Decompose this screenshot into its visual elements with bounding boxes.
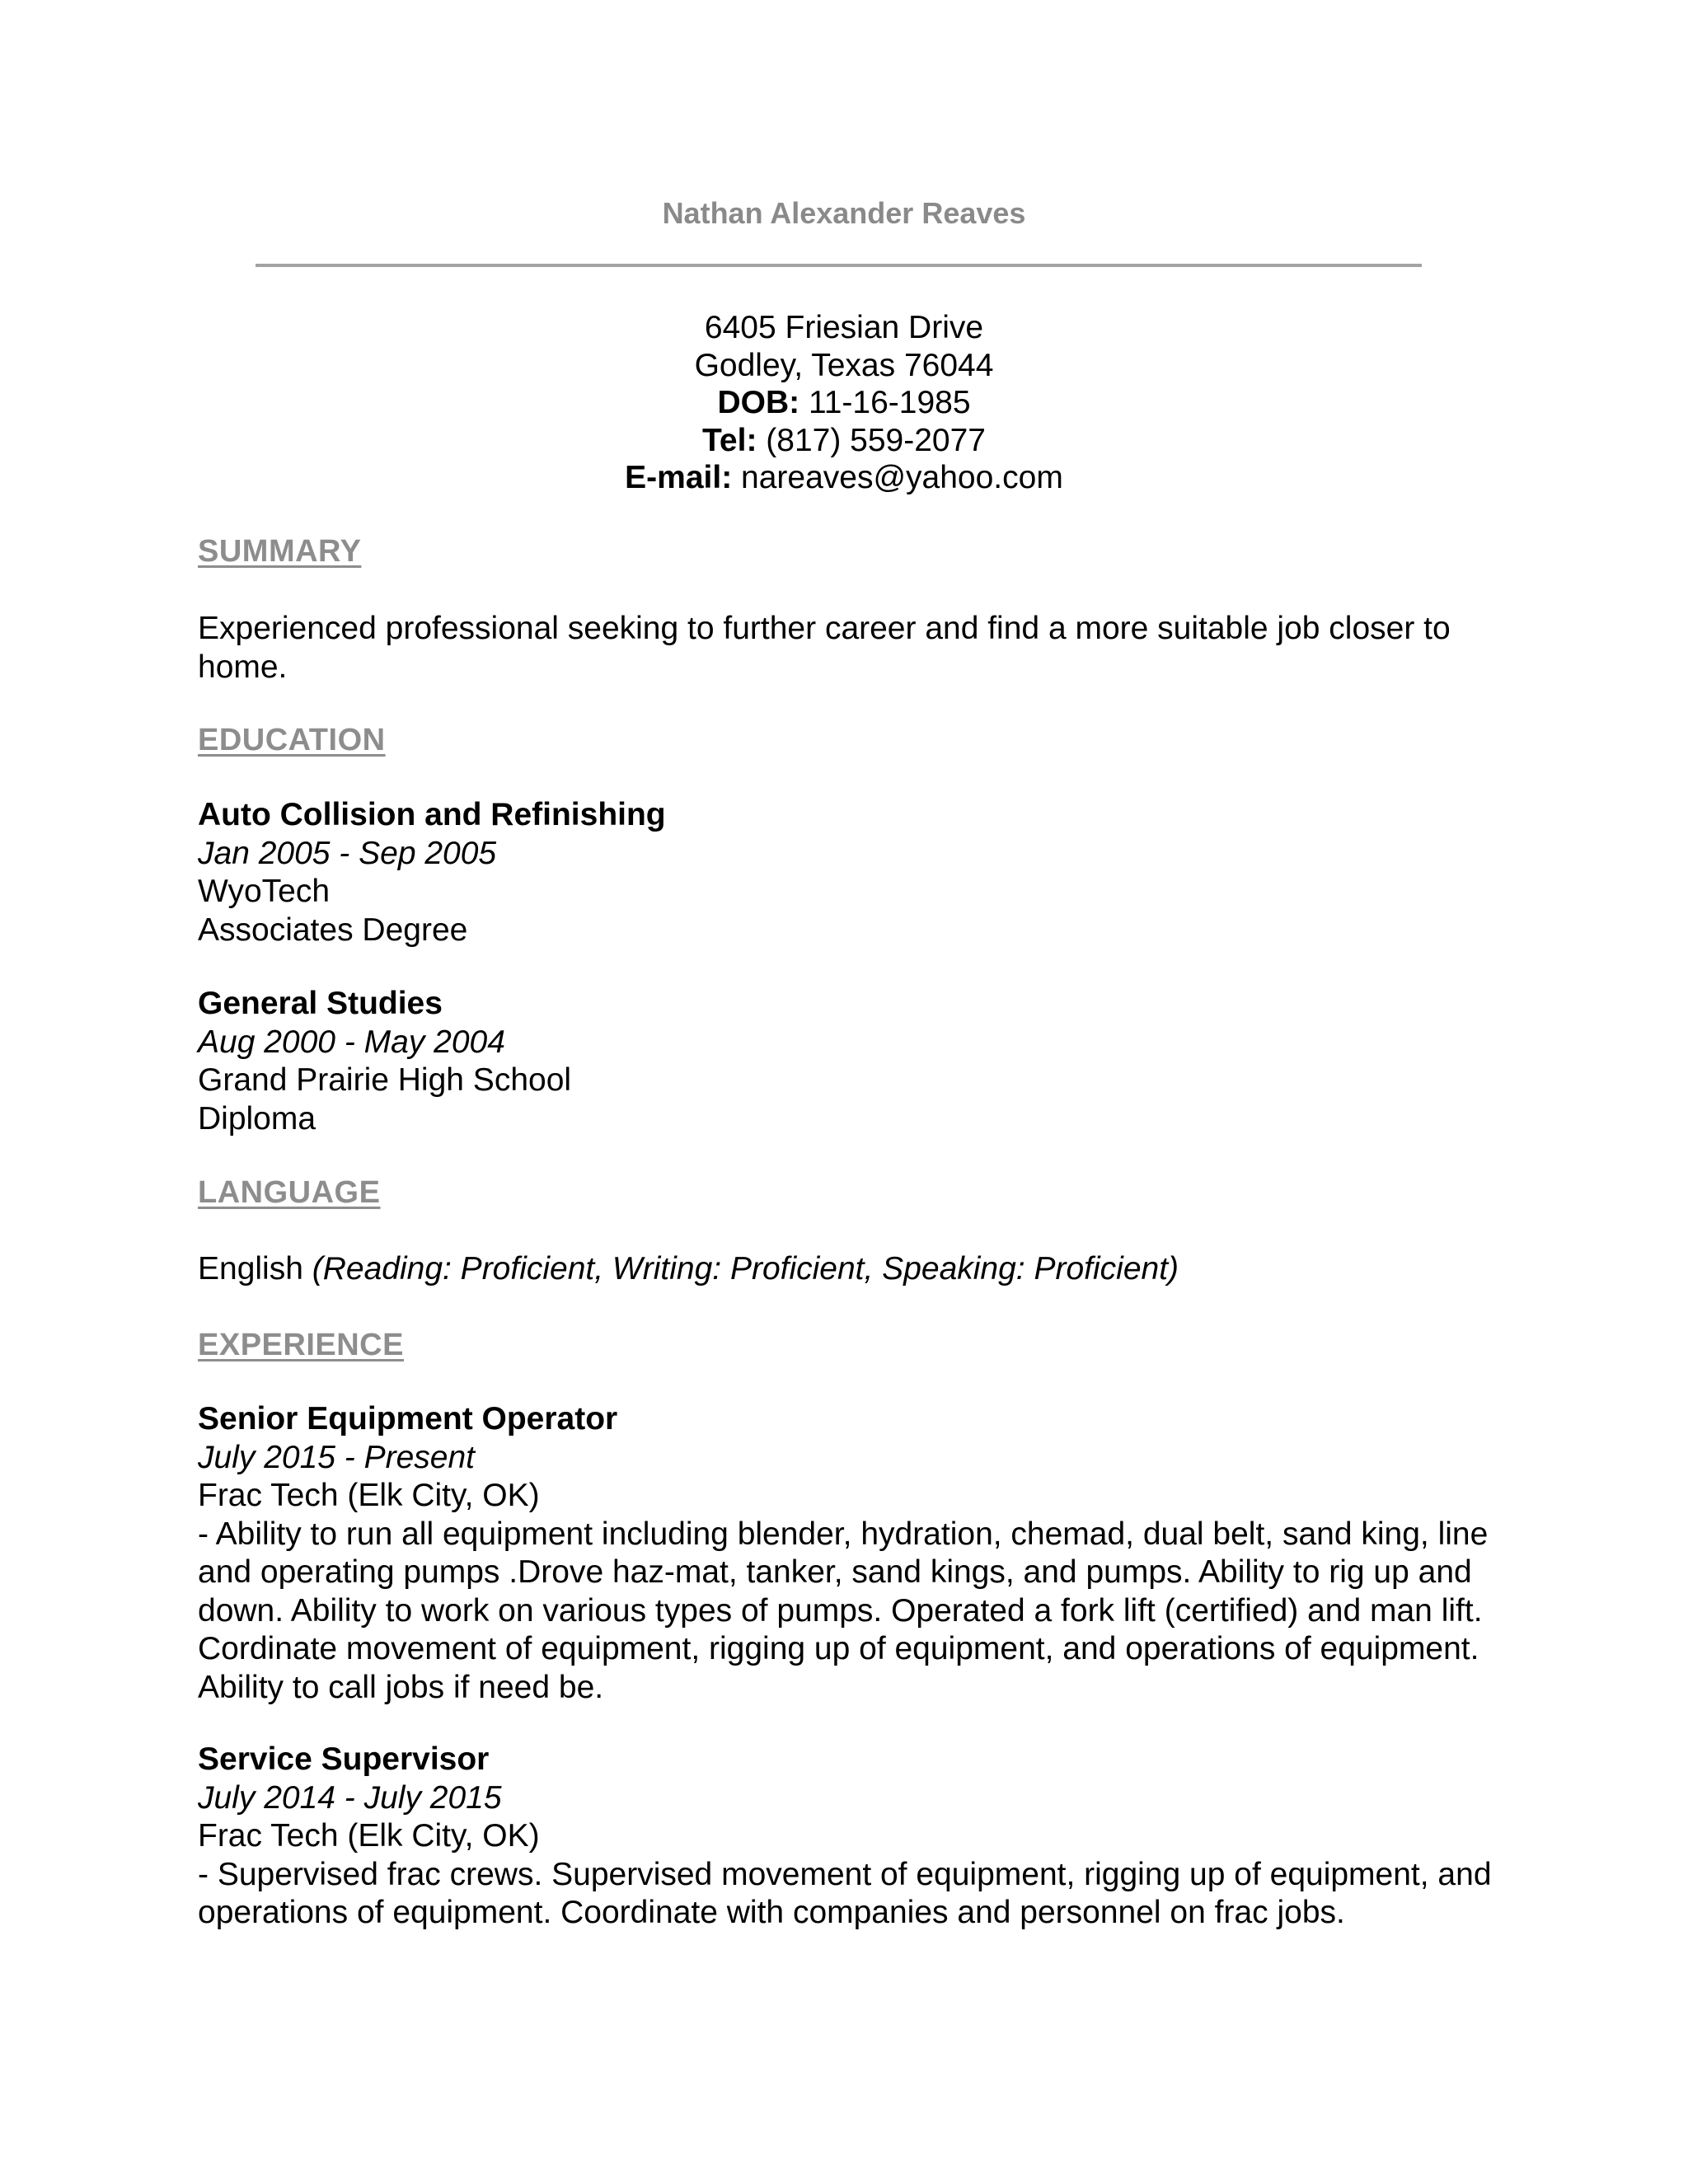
education-dates: Jan 2005 - Sep 2005 [198, 835, 497, 871]
education-item [198, 796, 1500, 949]
experience-company: Frac Tech (Elk City, OK) [198, 1818, 540, 1854]
summary-heading: SUMMARY [198, 534, 362, 569]
experience-heading: EXPERIENCE [198, 1328, 404, 1362]
experience-dates: July 2014 - July 2015 [198, 1779, 502, 1816]
education-title: General Studies [198, 986, 443, 1021]
education-school: Grand Prairie High School [198, 1062, 572, 1098]
email-line [0, 459, 1688, 497]
email-label: E-mail: [625, 460, 733, 495]
dob-value: 11-16-1985 [799, 385, 971, 420]
experience-item [198, 1400, 1492, 1707]
experience-description: - Supervised frac crews. Supervised movement of equipment, rigging up of equipment, and operations of equipment. Coordinate with companies and personnel on frac jobs. [198, 1856, 1492, 1930]
experience-title: Service Supervisor [198, 1741, 490, 1777]
experience-item [198, 1741, 1496, 1933]
name-divider [256, 264, 1422, 267]
tel-label: Tel: [702, 422, 757, 458]
tel-line [0, 422, 1688, 460]
dob-label: DOB: [717, 385, 800, 420]
language-line [198, 1250, 1517, 1289]
experience-dates: July 2015 - Present [198, 1439, 476, 1475]
education-degree: Diploma [198, 1100, 316, 1137]
experience-title: Senior Equipment Operator [198, 1401, 618, 1436]
tel-value: (817) 559-2077 [757, 422, 986, 458]
address-line-2: Godley, Texas 76044 [694, 347, 994, 383]
experience-description: - Ability to run all equipment including blender, hydration, chemad, dual belt, sand king, line and operating pumps .Drove haz-mat, tanker, sand kings, and pumps. Ability to rig up and down. Ability to work on various types of pumps. Operated a fork lift (certified) and man lift. Cordinate movement of equipment, rigging up of equipment, and operations of equipment. Ability to call jobs if need be. [198, 1516, 1489, 1705]
language-heading: LANGUAGE [198, 1175, 381, 1210]
summary-text: Experienced professional seeking to further career and find a more suitable job closer to home. [198, 611, 1451, 685]
education-degree: Associates Degree [198, 912, 468, 948]
education-title: Auto Collision and Refinishing [198, 797, 666, 832]
dob-line [0, 384, 1688, 422]
education-dates: Aug 2000 - May 2004 [198, 1024, 505, 1060]
education-school: WyoTech [198, 874, 331, 909]
email-value: nareaves@yahoo.com [732, 460, 1063, 495]
language-name: English [198, 1251, 312, 1286]
candidate-name: Nathan Alexander Reaves [662, 196, 1026, 230]
education-heading: EDUCATION [198, 723, 386, 757]
language-levels: (Reading: Proficient, Writing: Proficient, Speaking: Proficient) [312, 1251, 1179, 1286]
experience-company: Frac Tech (Elk City, OK) [198, 1478, 540, 1513]
contact-block [0, 309, 1688, 497]
address-line-1: 6405 Friesian Drive [704, 310, 984, 345]
education-item [198, 985, 1500, 1138]
